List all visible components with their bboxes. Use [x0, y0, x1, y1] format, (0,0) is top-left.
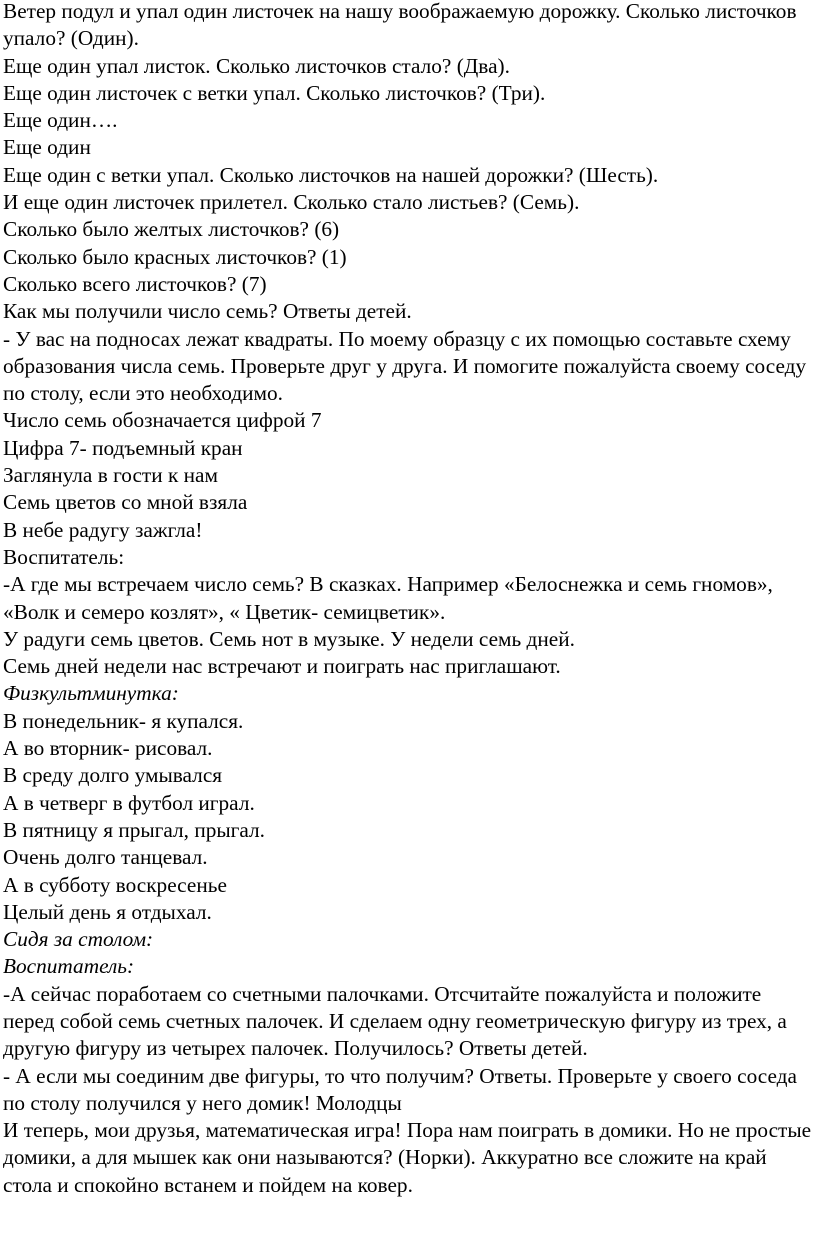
paragraph: В среду долго умывался	[3, 763, 223, 788]
paragraph: Ветер подул и упал один листочек на нашу воображаемую дорожку. Сколько листочков упало? (Один).	[3, 0, 797, 51]
paragraph: Сидя за столом:	[3, 927, 154, 952]
paragraph: - У вас на подносах лежат квадраты. По моему образцу с их помощью составьте схему образования числа семь. Проверьте друг у друга. И помогите пожалуйста своему соседу по столу, если это необходимо.	[3, 326, 807, 406]
paragraph: Сколько было красных листочков? (1)	[3, 244, 347, 269]
paragraph: В пятницу я прыгал, прыгал.	[3, 817, 265, 842]
paragraph: Как мы получили число семь? Ответы детей.	[3, 299, 412, 324]
paragraph: Еще один с ветки упал. Сколько листочков на нашей дорожки? (Шесть).	[3, 162, 659, 187]
paragraph: Целый день я отдыхал.	[3, 899, 212, 924]
paragraph: Заглянула в гости к нам	[3, 463, 218, 488]
paragraph: - А если мы соединим две фигуры, то что получим? Ответы. Проверьте у своего соседа по столу получился у него домик! Молодцы	[3, 1063, 797, 1115]
paragraph: У радуги семь цветов. Семь нот в музыке. У недели семь дней.	[3, 626, 575, 651]
paragraph: И еще один листочек прилетел. Сколько стало листьев? (Семь).	[3, 190, 580, 215]
paragraph: Цифра 7- подъемный кран	[3, 435, 243, 460]
paragraph: Очень долго танцевал.	[3, 845, 208, 870]
paragraph: Сколько всего листочков? (7)	[3, 271, 267, 296]
paragraph: В небе радугу зажгла!	[3, 517, 203, 542]
paragraph: Еще один упал листок. Сколько листочков стало? (Два).	[3, 53, 510, 78]
paragraph: Семь дней недели нас встречают и поиграть нас приглашают.	[3, 654, 561, 679]
paragraph: Число семь обозначается цифрой 7	[3, 408, 322, 433]
document-body	[3, 0, 812, 1199]
paragraph: Еще один….	[3, 108, 118, 133]
paragraph: А во вторник- рисовал.	[3, 736, 213, 761]
paragraph: Еще один	[3, 135, 91, 160]
paragraph: Воспитатель:	[3, 544, 125, 569]
paragraph: -А сейчас поработаем со счетными палочками. Отсчитайте пожалуйста и положите перед собой семь счетных палочек. И сделаем одну геометрическую фигуру из трех, а другую фигуру из четырех палочек. Получилось? Ответы детей.	[3, 981, 787, 1061]
paragraph: Воспитатель:	[3, 954, 135, 979]
paragraph: Физкультминутка:	[3, 681, 179, 706]
paragraph: Еще один листочек с ветки упал. Сколько листочков? (Три).	[3, 80, 546, 105]
paragraph: -А где мы встречаем число семь? В сказках. Например «Белоснежка и семь гномов», «Волк и семеро козлят», « Цветик- семицветик».	[3, 572, 773, 624]
paragraph: И теперь, мои друзья, математическая игра! Пора нам поиграть в домики. Но не простые домики, а для мышек как они называются? (Норки). Аккуратно все сложите на край стола и спокойно встанем и пойдем на ковер.	[3, 1118, 812, 1197]
paragraph: А в субботу воскресенье	[3, 872, 227, 897]
paragraph: В понедельник- я купался.	[3, 708, 244, 733]
paragraph: Семь цветов со мной взяла	[3, 490, 248, 515]
paragraph: А в четверг в футбол играл.	[3, 790, 255, 815]
paragraph: Сколько было желтых листочков? (6)	[3, 217, 340, 242]
